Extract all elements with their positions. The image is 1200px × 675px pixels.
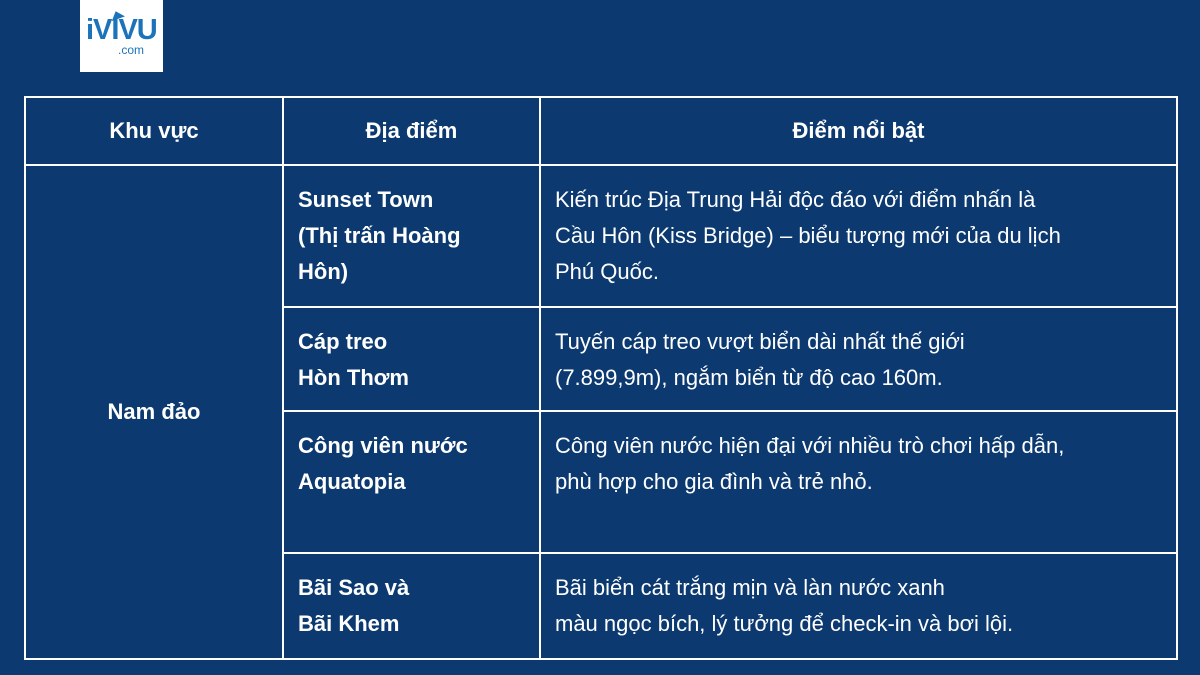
highlight-line: Cầu Hôn (Kiss Bridge) – biểu tượng mới của du lịch (555, 223, 1061, 248)
highlight-line: phù hợp cho gia đình và trẻ nhỏ. (555, 469, 873, 494)
highlight-cell (540, 307, 1177, 411)
place-line: Công viên nước (298, 433, 468, 458)
place-line: Bãi Khem (298, 611, 400, 636)
logo-domain: .com (118, 43, 145, 57)
ivivu-logo (80, 0, 163, 72)
highlight-line: màu ngọc bích, lý tưởng để check-in và bơi lội. (555, 611, 1014, 636)
header-region: Khu vực (25, 97, 283, 165)
attractions-table (24, 96, 1178, 660)
header-highlight: Điểm nổi bật (540, 97, 1177, 165)
place-line: Cáp treo (298, 329, 388, 354)
highlight-line: Công viên nước hiện đại với nhiều trò chơi hấp dẫn, (555, 433, 1065, 458)
highlight-cell (540, 553, 1177, 659)
place-line: Aquatopia (298, 469, 406, 494)
place-line: (Thị trấn Hoàng (298, 223, 461, 248)
highlight-cell (540, 411, 1177, 553)
highlight-cell (540, 165, 1177, 307)
header-place: Địa điểm (283, 97, 540, 165)
place-cell (283, 165, 540, 307)
highlight-line: Tuyến cáp treo vượt biển dài nhất thế giới (555, 329, 965, 354)
table-row (25, 165, 1177, 307)
place-line: Hôn) (298, 259, 349, 284)
place-cell (283, 307, 540, 411)
place-line: Bãi Sao và (298, 575, 410, 600)
highlight-line: Kiến trúc Địa Trung Hải độc đáo với điểm nhấn là (555, 187, 1036, 212)
place-line: Sunset Town (298, 187, 434, 212)
highlight-line: Phú Quốc. (555, 259, 659, 284)
place-cell (283, 553, 540, 659)
place-line: Hòn Thơm (298, 365, 409, 390)
highlight-line: Bãi biển cát trắng mịn và làn nước xanh (555, 575, 945, 600)
highlight-line: (7.899,9m), ngắm biển từ độ cao 160m. (555, 365, 943, 390)
place-cell (283, 411, 540, 553)
region-cell: Nam đảo (25, 165, 283, 659)
logo-wordmark: iVIVU (86, 14, 157, 46)
table-header-row (25, 97, 1177, 165)
